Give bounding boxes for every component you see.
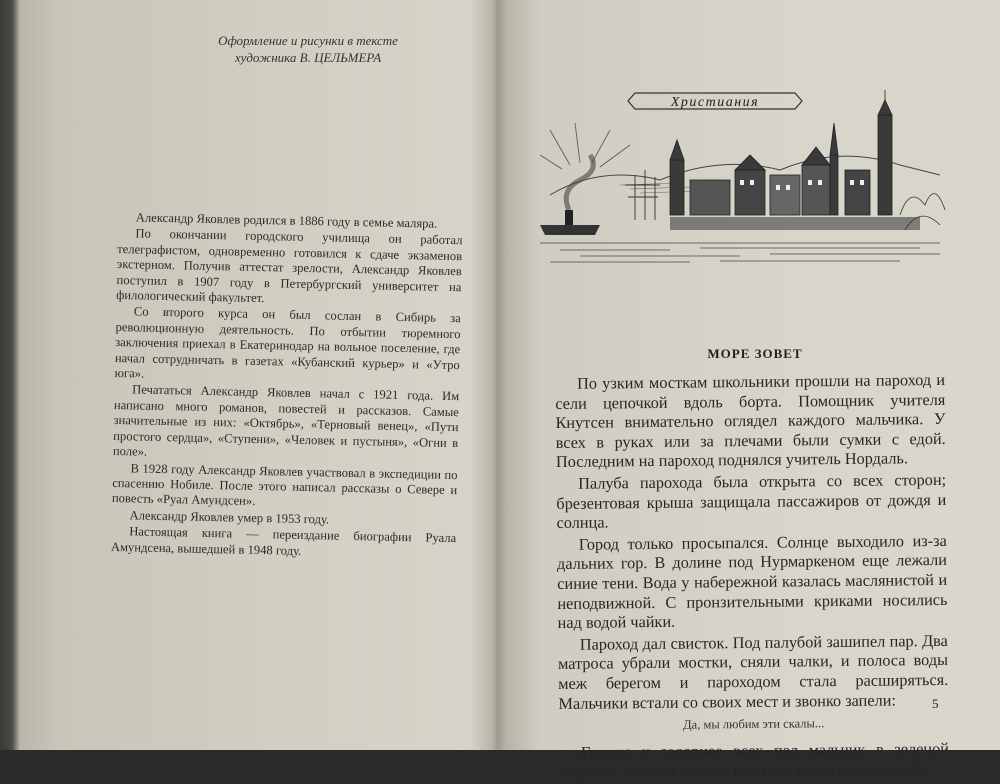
bio-paragraph: Александр Яковлев родился в 1886 году в семье маляра. xyxy=(135,210,438,231)
bio-paragraph: Со второго курса он был сослан в Сибирь за революционную деятельность. По отбытии тюремного заключения приехал в Екатеринодар на вольное поселение, где начал сотрудничать в газетах «Кубанский курьер» и «Утро юга». xyxy=(114,304,461,381)
page-number: 5 xyxy=(932,696,939,711)
text-paragraph: По узким мосткам школьники прошли на пароход и сели цепочкой вдоль борта. Помощник учителя Кнутсен внимательно оглядел каждого мальчика. У всех в руках или за плечами были сумки с едой. Последним на пароход поднялся учитель Нордаль. xyxy=(555,369,946,472)
bio-paragraph: По окончании городского училища он работал телеграфистом, одновременно готовился к сдаче экзаменов экстерном. Получив аттестат зрелости, Александр Яковлев поступил в 1907 году в Петербургский университет на филологический факультет. xyxy=(116,226,463,306)
bio-paragraph: Печататься Александр Яковлев начал с 1921 года. Им написано много романов, повестей и рассказов. Самые значительные из них: «Октябрь», «Терновый венец», «Пути простого сердца», «Ступени», «Человек и пустыня», «Огни в поле». xyxy=(112,382,460,459)
text-paragraph: Громче и задорнее всех пел мальчик в зеленой куртке и зеленой шляпе. Кнутсен кивал мальчику го- xyxy=(559,738,950,782)
credits-line-2: художника В. ЦЕЛЬМЕРА xyxy=(234,50,382,65)
chapter-text xyxy=(555,370,949,784)
title-banner xyxy=(628,93,802,110)
christiania-harbor-drawing xyxy=(540,85,950,270)
text-paragraph: Палуба парохода была открыта со всех сторон; брезентовая крыша защищала пассажиров от дождя и солнца. xyxy=(556,469,947,533)
bio-paragraph: Настоящая книга — переиздание биографии Руала Амундсена, вышедшей в 1948 году. xyxy=(110,524,457,558)
song-verse: Да, мы любим эти скалы... xyxy=(683,716,825,732)
credits-line-1: Оформление и рисунки в тексте xyxy=(218,33,398,48)
chapter-title: МОРЕ ЗОВЕТ xyxy=(707,346,803,361)
left-page xyxy=(18,0,496,750)
harbor-illustration xyxy=(540,85,950,270)
text-paragraph: Пароход дал свисток. Под палубой зашипел пар. Два матроса убрали мостки, сняли чалки, и полоса воды меж берегом и пароходом стала расширяться. Мальчики встали со своих мест и звонко запели: xyxy=(557,630,949,713)
banner-title: Христиания xyxy=(670,95,760,110)
illustrator-credits xyxy=(178,32,438,66)
right-page xyxy=(500,0,1000,782)
bio-paragraph: В 1928 году Александр Яковлев участвовал в экспедиции по спасению Нобиле. После этого написал рассказы о Севере и повесть «Руал Амундсен». xyxy=(111,460,458,509)
author-biography xyxy=(111,210,463,563)
text-paragraph: Город только просыпался. Солнце выходило из-за дальних гор. В долине под Нурмаркеном еще лежали синие тени. Вода у набережной казалась маслянистой и неподвижной. С пронзительными криками носились над водой чайки. xyxy=(556,530,948,633)
bio-paragraph: Александр Яковлев умер в 1953 году. xyxy=(129,508,330,527)
steamer-ship xyxy=(540,155,600,235)
